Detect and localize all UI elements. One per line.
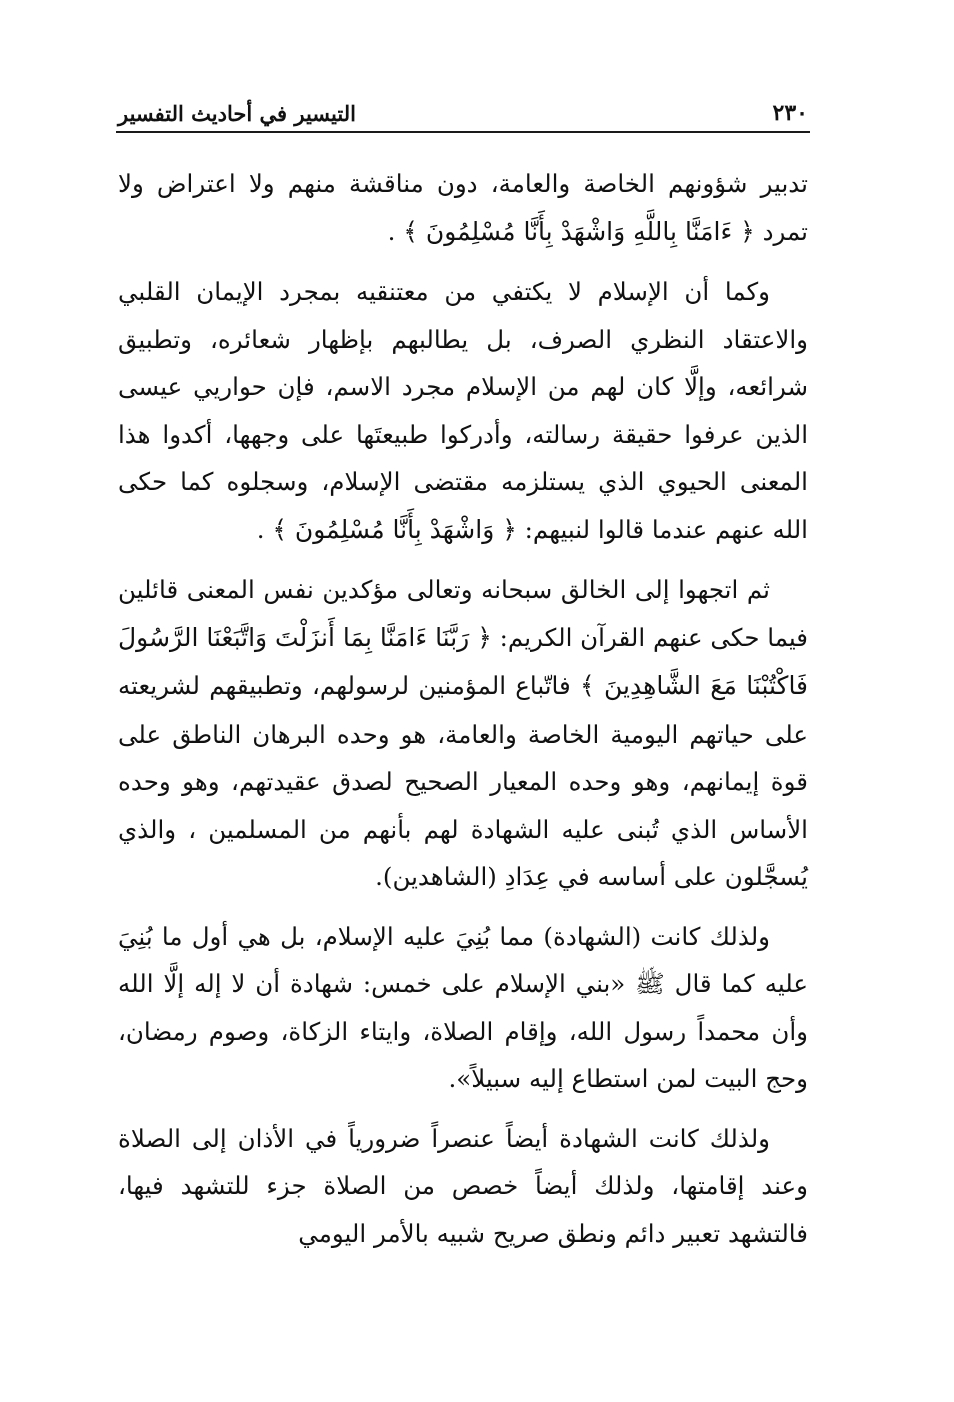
quran-verse-3: ﴿ رَبَّنَا ءَامَنَّا بِمَا أَنزَلْتَ وَاتَّبَعْنَا الرَّسُولَ فَاكْتُبْنَا مَعَ الشَّاهِدِينَ ﴾	[118, 622, 809, 701]
page-header	[118, 92, 808, 126]
paragraph-2-text-b: .	[256, 514, 273, 544]
paragraph-2-text-a: وكما أن الإسلام لا يكتفي من معتنقيه بمجرد الإيمان القلبي والاعتقاد النظري الصرف، بل يطالبهم بإظهار شعائره، وتطبيق شرائعه، وإلَّا كان لهم من الإسلام مجرد الاسم، فإن حواريي عيسى الذين عرفوا حقيقة رسالته، وأدركوا طبيعتَها على وجهها، أكدوا هذا المعنى الحيوي الذي يستلزمه مقتضى الإسلام، وسجلوه كما حكى الله عنهم عندما قالوا لنبيهم:	[118, 277, 808, 544]
paragraph-1-text-b: .	[387, 216, 404, 246]
paragraph-5	[118, 1115, 808, 1258]
paragraph-3-text-a: ثم اتجهوا إلى الخالق سبحانه وتعالى مؤكدين نفس المعنى قائلين فيما حكى عنهم القرآن الكريم:	[118, 575, 808, 652]
paragraph-5-text: ولذلك كانت الشهادة أيضاً عنصراً ضرورياً في الأذان إلى الصلاة وعند إقامتها، ولذلك أيضاً خصص من الصلاة جزء للتشهد فيها، فالتشهد تعبير دائم ونطق صريح شبيه بالأمر اليومي	[118, 1123, 808, 1248]
running-title: التيسير في أحاديث التفسير	[118, 101, 356, 126]
paragraph-3	[118, 566, 808, 901]
paragraph-3-text-b: فاتّباع المؤمنين لرسولهم، وتطبيقهم لشريعته على حياتهم اليومية الخاصة والعامة، هو وحده البرهان الناطق على قوة إيمانهم، وهو وحده المعيار الصحيح لصدق عقيدتهم، وهو وحده الأساس الذي تُبنى عليه الشهادة لهم بأنهم من المسلمين ، والذي يُسجَّلون على أساسه في عِدَادِ (الشاهدين).	[118, 671, 808, 892]
quran-verse-1: ﴿ ءَامَنَّا بِاللَّهِ وَاشْهَدْ بِأَنَّا مُسْلِمُونَ ﴾	[403, 216, 755, 246]
paragraph-2	[118, 268, 808, 554]
paragraph-1	[118, 160, 808, 256]
paragraph-4-text: ولذلك كانت (الشهادة) مما بُنِيَ عليه الإسلام، بل هي أول ما بُنِيَ عليه كما قال ﷺ «بني الإسلام على خمس: شهادة أن لا إله إلَّا الله وأن محمداً رسول الله، وإقام الصلاة، وايتاء الزكاة، وصوم رمضان، وحج البيت لمن استطاع إليه سبيلاً».	[118, 921, 808, 1094]
quran-verse-2: ﴿ وَاشْهَدْ بِأَنَّا مُسْلِمُونَ ﴾	[272, 514, 517, 544]
page-number: ٢٣٠	[772, 100, 808, 126]
paragraph-1-text-a: تدبير شؤونهم الخاصة والعامة، دون مناقشة منهم ولا اعتراض ولا تمرد	[118, 169, 808, 246]
body-text	[118, 160, 808, 1269]
header-divider	[116, 131, 810, 133]
paragraph-4	[118, 913, 808, 1103]
